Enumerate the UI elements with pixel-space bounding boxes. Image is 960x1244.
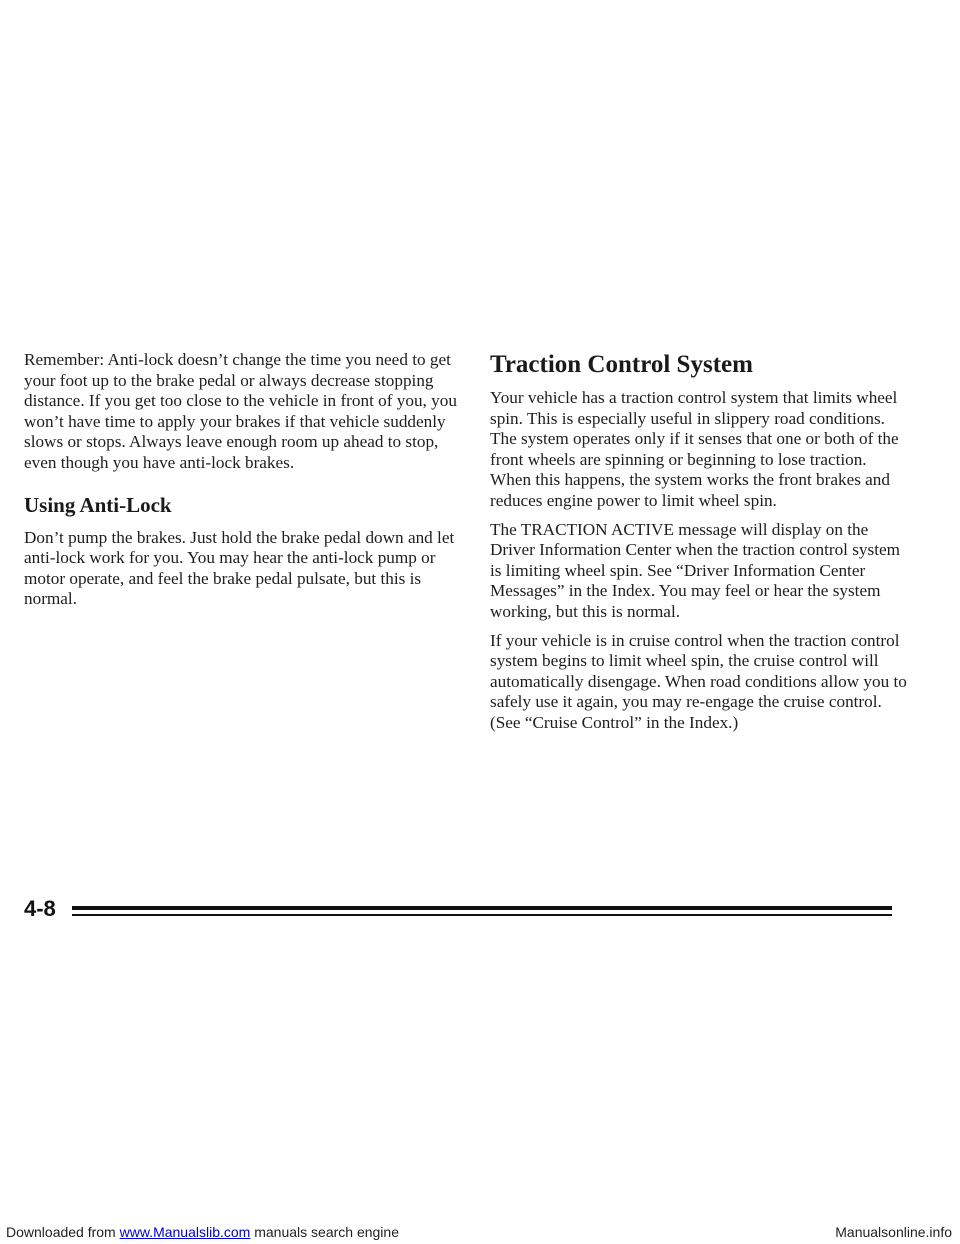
traction-control-heading: Traction Control System xyxy=(490,351,753,378)
footer-watermark: Manualsonline.info xyxy=(835,1224,952,1240)
remember-paragraph: Remember: Anti-lock doesn’t change the time you need to get your foot up to the brake pedal or always decrease stopping distance. If you get too close to the vehicle in front of you, you won’t have time to apply your brakes if that vehicle suddenly slows or stops. Always leave enough room up ahead to stop, even though you have anti-lock brakes. xyxy=(24,350,457,472)
page-number: 4-8 xyxy=(24,896,56,921)
left-column xyxy=(24,350,460,618)
right-column xyxy=(490,350,910,742)
footer-source-text xyxy=(6,1220,399,1244)
footer-suffix: manuals search engine xyxy=(250,1224,399,1240)
traction-intro-paragraph: Your vehicle has a traction control system that limits wheel spin. This is especially useful in slippery road conditions. The system operates only if it senses that one or both of the front wheels are spinning or beginning to lose traction. When this happens, the system works the front brakes and reduces engine power to limit wheel spin. xyxy=(490,388,899,510)
footer-rule-thin xyxy=(72,914,892,916)
traction-active-paragraph: The TRACTION ACTIVE message will display on the Driver Information Center when the traction control system is limiting wheel spin. See “Driver Information Center Messages” in the Index. You may feel or hear the system working, but this is normal. xyxy=(490,519,900,621)
cruise-control-paragraph: If your vehicle is in cruise control when the traction control system begins to limit wheel spin, the cruise control will automatically disengage. When road conditions allow you to safely use it again, you may re-engage the cruise control. (See “Cruise Control” in the Index.) xyxy=(490,630,907,732)
pump-brakes-paragraph: Don’t pump the brakes. Just hold the brake pedal down and let anti-lock work for you. You may hear the anti-lock pump or motor operate, and feel the brake pedal pulsate, but this is normal. xyxy=(24,527,455,609)
manualslib-link[interactable]: www.Manualslib.com xyxy=(119,1224,251,1240)
footer-prefix: Downloaded from xyxy=(6,1224,120,1240)
download-footer xyxy=(0,1218,960,1242)
using-anti-lock-heading: Using Anti-Lock xyxy=(24,492,172,517)
footer-rule-thick xyxy=(72,906,892,910)
